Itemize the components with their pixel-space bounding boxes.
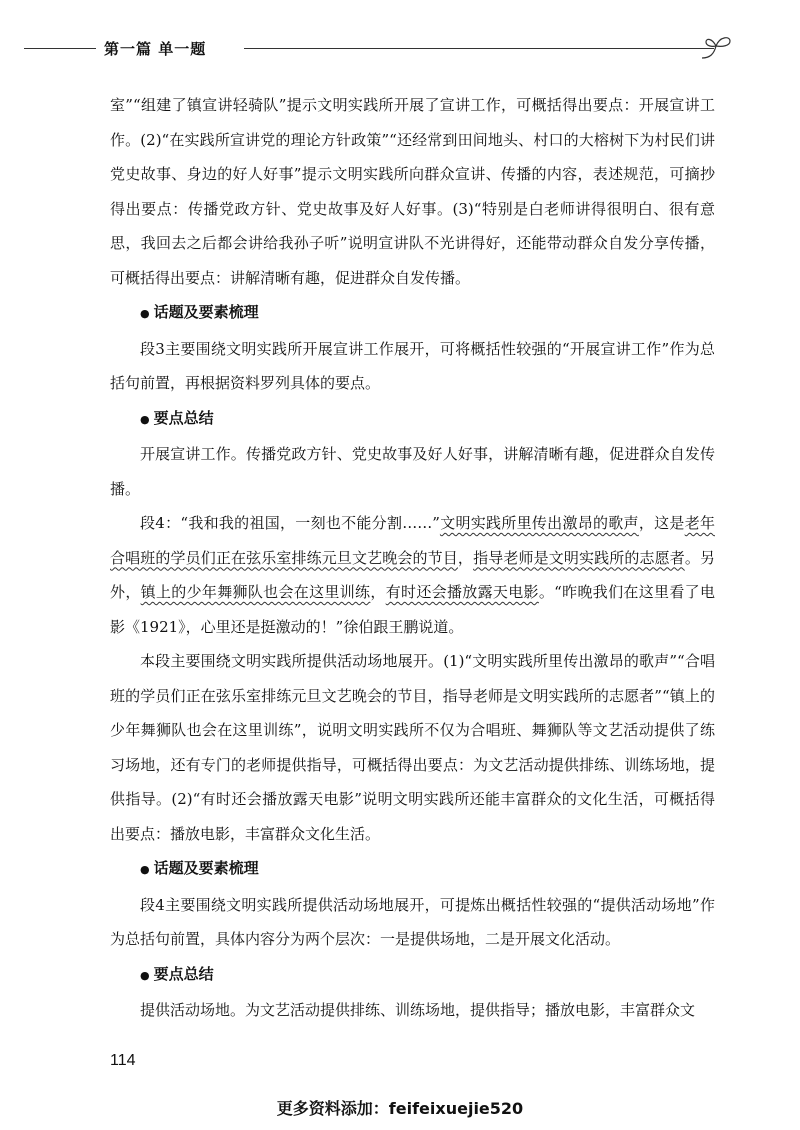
paragraph: 段4主要围绕文明实践所提供活动场地展开，可提炼出概括性较强的“提供活动场地”作为总括句前置，具体内容分为两个层次：一是提供场地，二是开展文化活动。 <box>110 895 715 948</box>
bullet-heading-text: 要点总结 <box>153 964 214 983</box>
bullet-heading <box>110 295 715 332</box>
text-segment: ， <box>370 583 386 601</box>
underlined-phrase: 有时还会播放露天电影 <box>385 583 539 601</box>
paragraph <box>110 506 715 644</box>
paragraph: 段3主要围绕文明实践所开展宣讲工作展开，可将概括性较强的“开展宣讲工作”作为总括句前置，再根据资料罗列具体的要点。 <box>110 339 715 392</box>
text-segment: 。另外， <box>110 548 715 601</box>
text-segment: ，这是 <box>638 514 685 532</box>
bullet-heading <box>110 851 715 888</box>
header-rule-right <box>244 48 714 49</box>
underlined-phrase: 文明实践所里传出激昂的歌声 <box>439 514 639 532</box>
text-segment: 段4：“我和我的祖国，一刻也不能分割……” <box>140 514 440 532</box>
bullet-heading-text: 要点总结 <box>153 408 214 427</box>
bullet-dot-icon: ● <box>140 307 150 320</box>
paragraph: 室”“组建了镇宣讲轻骑队”提示文明实践所开展了宣讲工作，可概括得出要点：开展宣讲工作。(2)“在实践所宣讲党的理论方针政策”“还经常到田间地头、村口的大榕树下为村民们讲党史故事、身边的好人好事”提示文明实践所向群众宣讲、传播的内容，表述规范，可摘抄得出要点：传播党政方针、党史故事及好人好事。(3)“特别是白老师讲得很明白、很有意思，我回去之后都会讲给我孙子听”说明宣讲队不光讲得好，还能带动群众自发分享传播，可概括得出要点：讲解清晰有趣，促进群众自发传播。 <box>110 96 715 287</box>
bullet-dot-icon: ● <box>140 412 150 426</box>
page-number: 114 <box>110 1052 136 1069</box>
paragraph: 本段主要围绕文明实践所提供活动场地展开。(1)“文明实践所里传出激昂的歌声”“合唱班的学员们正在弦乐室排练元旦文艺晚会的节目，指导老师是文明实践所的志愿者”“镇上的少年舞狮队也会在这里训练”，说明文明实践所不仅为合唱班、舞狮队等文艺活动提供了练习场地，还有专门的老师提供指导，可概括得出要点：为文艺活动提供排练、训练场地，提供指导。(2)“有时还会播放露天电影”说明文明实践所还能丰富群众的文化生活，可概括得出要点：播放电影，丰富群众文化生活。 <box>110 652 715 843</box>
page-header <box>24 30 724 66</box>
footer-note: 更多资料添加：feifeixuejie520 <box>276 1099 524 1118</box>
underlined-phrase: 老年合唱班的学员们正在弦乐室排练元旦文艺晚会的节目 <box>110 514 715 567</box>
article-body <box>110 88 715 1028</box>
sprout-icon <box>700 32 734 62</box>
underlined-phrase: 镇上的少年舞狮队也会在这里训练 <box>140 583 371 601</box>
bullet-heading-text: 话题及要素梳理 <box>153 303 259 321</box>
paragraph: 提供活动场地。为文艺活动提供排练、训练场地，提供指导；播放电影，丰富群众文 <box>140 1001 696 1019</box>
text-segment: 。“昨晚我们在这里看了电影《1921》，心里还是挺激动的！”徐伯跟王鹏说道。 <box>110 583 715 636</box>
header-rule-left <box>24 48 96 49</box>
bullet-heading <box>110 957 715 994</box>
bullet-dot-icon: ● <box>140 863 150 876</box>
bullet-dot-icon: ● <box>140 968 150 982</box>
section-title: 第一篇 单一题 <box>104 40 207 58</box>
underlined-phrase: 指导老师是文明实践所的志愿者 <box>473 548 685 567</box>
text-segment: ， <box>457 548 474 567</box>
paragraph: 开展宣讲工作。传播党政方针、党史故事及好人好事，讲解清晰有趣，促进群众自发传播。 <box>110 445 715 498</box>
bullet-heading-text: 话题及要素梳理 <box>153 859 259 877</box>
bullet-heading <box>110 401 715 438</box>
